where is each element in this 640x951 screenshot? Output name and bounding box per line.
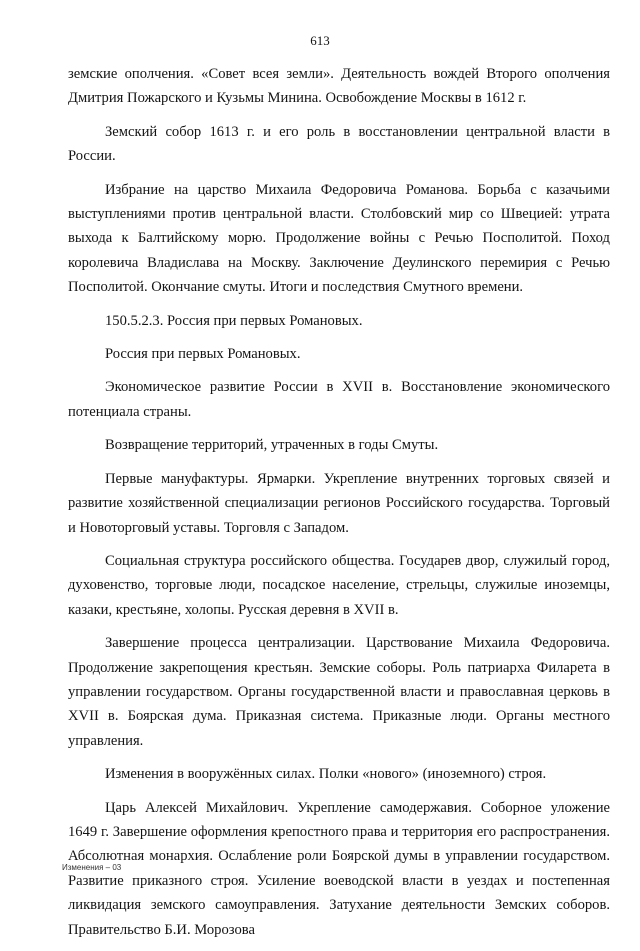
paragraph: Социальная структура российского общества. Государев двор, служилый город, духовенство, торговые люди, посадское население, стрельцы, служилые иноземцы, казаки, крестьяне, холопы. Русская деревня в XVII в. [68, 552, 610, 618]
paragraph: Завершение процесса централизации. Царствование Михаила Федоровича. Продолжение закрепощения крестьян. Земские соборы. Роль патриарха Филарета в управлении государством. Органы государственной власти и православная церковь в XVII в. Боярская дума. Приказная система. Приказные люди. Органы местного управления. [68, 635, 610, 749]
paragraph: Изменения в вооружённых силах. Полки «нового» (иноземного) строя. [105, 766, 547, 783]
paragraph: Избрание на царство Михаила Федоровича Романова. Борьба с казачьими выступлениями против центральной власти. Столбовский мир со Швецией: утрата выхода к Балтийскому морю. Продолжение войны с Речью Посполитой. Поход королевича Владислава на Москву. Заключение Деулинского перемирия с Речью Посполитой. Окончание смуты. Итоги и последствия Смутного времени. [68, 181, 610, 296]
paragraph: Земский собор 1613 г. и его роль в восстановлении центральной власти в России. [68, 123, 610, 165]
page-footer: Изменения – 03 [62, 863, 122, 872]
page-number: 613 [310, 33, 330, 48]
paragraph: Россия при первых Романовых. [105, 346, 301, 363]
paragraph: земские ополчения. «Совет всея земли». Деятельность вождей Второго ополчения Дмитрия Пожарского и Кузьмы Минина. Освобождение Москвы в 1612 г. [68, 66, 610, 107]
body-text [68, 62, 610, 951]
paragraph: Возвращение территорий, утраченных в годы Смуты. [105, 437, 439, 454]
paragraph: Царь Алексей Михайлович. Укрепление самодержавия. Соборное уложение 1649 г. Завершение оформления крепостного права и территория его распространения. Абсолютная монархия. Ослабление роли Боярской думы в управлении государством. Развитие приказного строя. Усиление воеводской власти в уездах и постепенная ликвидация земского самоуправления. Затухание деятельности Земских соборов. Правительство Б.И. Морозова [68, 799, 610, 938]
section-heading: 150.5.2.3. Россия при первых Романовых. [105, 312, 363, 329]
paragraph: Первые мануфактуры. Ярмарки. Укрепление внутренних торговых связей и развитие хозяйственной специализации регионов Российского государства. Торговый и Новоторговый уставы. Торговля с Западом. [68, 470, 610, 536]
paragraph: Экономическое развитие России в XVII в. Восстановление экономического потенциала страны. [68, 379, 610, 420]
